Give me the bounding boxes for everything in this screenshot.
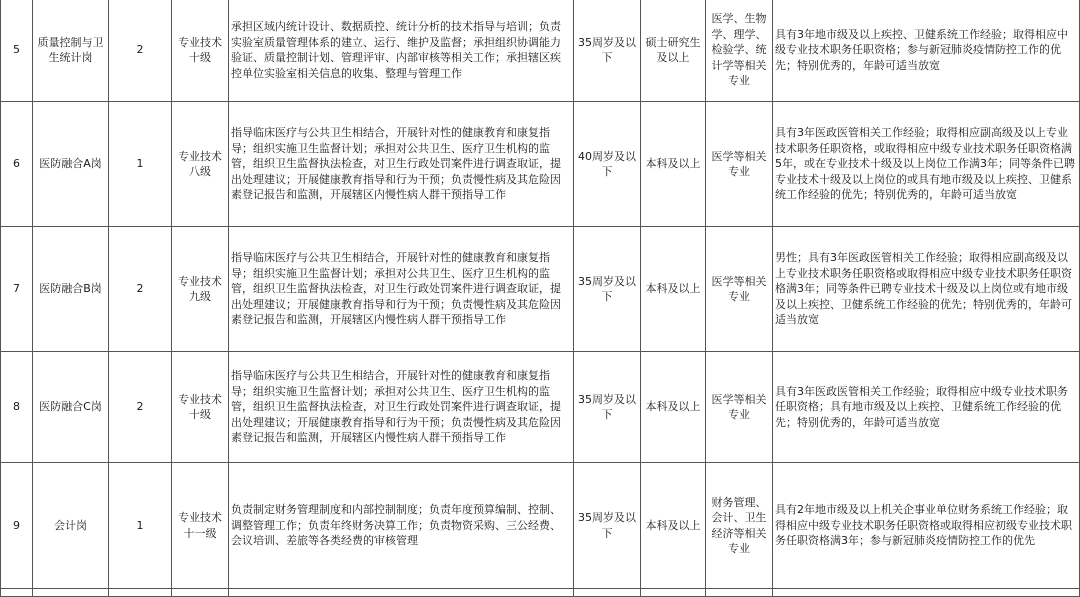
cell-duty: 负责制定财务管理制度和内部控制制度；负责年度预算编制、控制、调整管理工作；负责年终财务决算工作；负责物资采购、三公经费、会议培训、差旅等各类经费的审核管理 <box>229 463 574 589</box>
cell-level: 专业技术九级 <box>172 227 229 352</box>
cell-position-name: 医防融合A岗 <box>33 102 109 227</box>
cell-no: 9 <box>1 463 33 589</box>
cell-major: 医学、生物学、理学、检验学、统计学等相关专业 <box>706 0 773 102</box>
empty-cell <box>706 589 773 597</box>
cell-age: 35周岁及以下 <box>574 352 641 463</box>
table-row-partial <box>1 589 1080 597</box>
cell-requirement: 具有3年医政医管相关工作经验；取得相应中级专业技术职务任职资格；具有地市级及以上疾控、卫健系统工作经验的优先；特别优秀的，年龄可适当放宽 <box>773 352 1080 463</box>
empty-cell <box>574 589 641 597</box>
empty-cell <box>229 589 574 597</box>
empty-cell <box>33 589 109 597</box>
empty-cell <box>172 589 229 597</box>
cell-level: 专业技术十级 <box>172 0 229 102</box>
cell-age: 35周岁及以下 <box>574 463 641 589</box>
empty-cell <box>773 589 1080 597</box>
cell-age: 40周岁及以下 <box>574 102 641 227</box>
cell-count: 1 <box>109 102 172 227</box>
cell-duty: 承担区域内统计设计、数据质控、统计分析的技术指导与培训；负责实验室质量管理体系的建立、运行、维护及监督；承担组织协调能力验证、质量控制计划、管理评审、内部审核等相关工作；承担辖区疾控单位实验室相关信息的收集、整理与管理工作 <box>229 0 574 102</box>
cell-position-name: 质量控制与卫生统计岗 <box>33 0 109 102</box>
cell-duty: 指导临床医疗与公共卫生相结合，开展针对性的健康教育和康复指导；组织实施卫生监督计划；承担对公共卫生、医疗卫生机构的监管，组织卫生监督执法检查，对卫生行政处罚案件进行调查取证，提出处理建议；开展健康教育指导和行为干预；负责慢性病及其危险因素登记报告和监测，开展辖区内慢性病人群干预指导工作 <box>229 102 574 227</box>
cell-requirement: 具有2年地市级及以上机关企事业单位财务系统工作经验；取得相应中级专业技术职务任职资格或取得相应初级专业技术职务任职资格满3年；参与新冠肺炎疫情防控工作的优先 <box>773 463 1080 589</box>
cell-education: 本科及以上 <box>641 227 706 352</box>
cell-count: 1 <box>109 463 172 589</box>
cell-major: 医学等相关专业 <box>706 227 773 352</box>
cell-duty: 指导临床医疗与公共卫生相结合，开展针对性的健康教育和康复指导；组织实施卫生监督计划；承担对公共卫生、医疗卫生机构的监管，组织卫生监督执法检查，对卫生行政处罚案件进行调查取证，提出处理建议；开展健康教育指导和行为干预；负责慢性病及其危险因素登记报告和监测，开展辖区内慢性病人群干预指导工作 <box>229 227 574 352</box>
table-row <box>1 227 1080 352</box>
cell-age: 35周岁及以下 <box>574 227 641 352</box>
cell-major: 医学等相关专业 <box>706 352 773 463</box>
table-row <box>1 0 1080 102</box>
cell-position-name: 医防融合C岗 <box>33 352 109 463</box>
cell-no: 6 <box>1 102 33 227</box>
cell-requirement: 男性；具有3年医政医管相关工作经验；取得相应副高级及以上专业技术职务任职资格或取得相应中级专业技术职务任职资格满3年；同等条件已聘专业技术十级及以上岗位或有地市级及以上疾控、卫健系统工作经验的优先；特别优秀的，年龄可适当放宽 <box>773 227 1080 352</box>
table-row <box>1 352 1080 463</box>
table-row <box>1 463 1080 589</box>
cell-duty: 指导临床医疗与公共卫生相结合，开展针对性的健康教育和康复指导；组织实施卫生监督计划；承担对公共卫生、医疗卫生机构的监管，组织卫生监督执法检查，对卫生行政处罚案件进行调查取证，提出处理建议；开展健康教育指导和行为干预；负责慢性病及其危险因素登记报告和监测，开展辖区内慢性病人群干预指导工作 <box>229 352 574 463</box>
empty-cell <box>1 589 33 597</box>
cell-level: 专业技术十一级 <box>172 463 229 589</box>
cell-requirement: 具有3年地市级及以上疾控、卫健系统工作经验；取得相应中级专业技术职务任职资格；参与新冠肺炎疫情防控工作的优先；特别优秀的，年龄可适当放宽 <box>773 0 1080 102</box>
table-row <box>1 102 1080 227</box>
cell-no: 7 <box>1 227 33 352</box>
cell-level: 专业技术十级 <box>172 352 229 463</box>
cell-no: 5 <box>1 0 33 102</box>
cell-count: 2 <box>109 227 172 352</box>
cell-major: 医学等相关专业 <box>706 102 773 227</box>
cell-no: 8 <box>1 352 33 463</box>
cell-level: 专业技术八级 <box>172 102 229 227</box>
cell-education: 本科及以上 <box>641 352 706 463</box>
cell-education: 本科及以上 <box>641 463 706 589</box>
empty-cell <box>641 589 706 597</box>
cell-position-name: 医防融合B岗 <box>33 227 109 352</box>
cell-count: 2 <box>109 352 172 463</box>
cell-count: 2 <box>109 0 172 102</box>
cell-position-name: 会计岗 <box>33 463 109 589</box>
cell-education: 硕士研究生及以上 <box>641 0 706 102</box>
cell-major: 财务管理、会计、卫生经济等相关专业 <box>706 463 773 589</box>
cell-age: 35周岁及以下 <box>574 0 641 102</box>
empty-cell <box>109 589 172 597</box>
cell-requirement: 具有3年医政医管相关工作经验；取得相应副高级及以上专业技术职务任职资格，或取得相应中级专业技术职务任职资格满5年，或在专业技术十级及以上岗位工作满3年；同等条件已聘专业技术十级及以上岗位的或具有地市级及以上疾控、卫健系统工作经验的优先；特别优秀的，年龄可适当放宽 <box>773 102 1080 227</box>
cell-education: 本科及以上 <box>641 102 706 227</box>
